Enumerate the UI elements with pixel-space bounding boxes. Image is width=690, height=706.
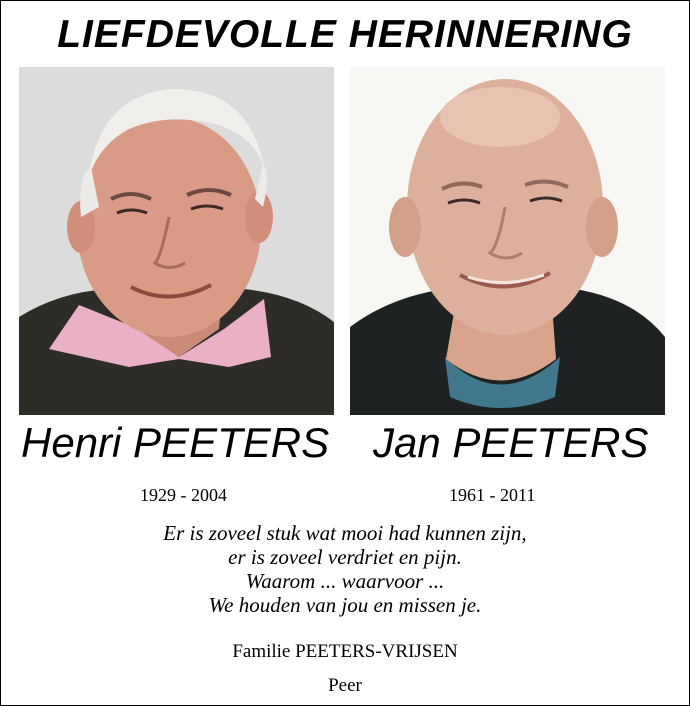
memorial-heading: LIEFDEVOLLE HERINNERING <box>57 13 633 56</box>
dates-henri: 1929 - 2004 <box>140 485 227 505</box>
name-henri: Henri PEETERS <box>21 419 330 466</box>
poem-line-4: We houden van jou en missen je. <box>208 593 482 617</box>
place-name: Peer <box>328 675 362 696</box>
poem-line-3: Waarom ... waarvoor ... <box>245 569 445 593</box>
poem-line-1: Er is zoveel stuk wat mooi had kunnen zijn, <box>163 521 527 545</box>
portrait-henri <box>19 67 334 415</box>
name-jan: Jan PEETERS <box>373 419 649 466</box>
poem <box>1 521 689 617</box>
family-name: Familie PEETERS-VRIJSEN <box>232 641 458 662</box>
portrait-jan <box>350 67 665 415</box>
dates-jan: 1961 - 2011 <box>449 485 536 505</box>
poem-line-2: er is zoveel verdriet en pijn. <box>228 545 462 569</box>
